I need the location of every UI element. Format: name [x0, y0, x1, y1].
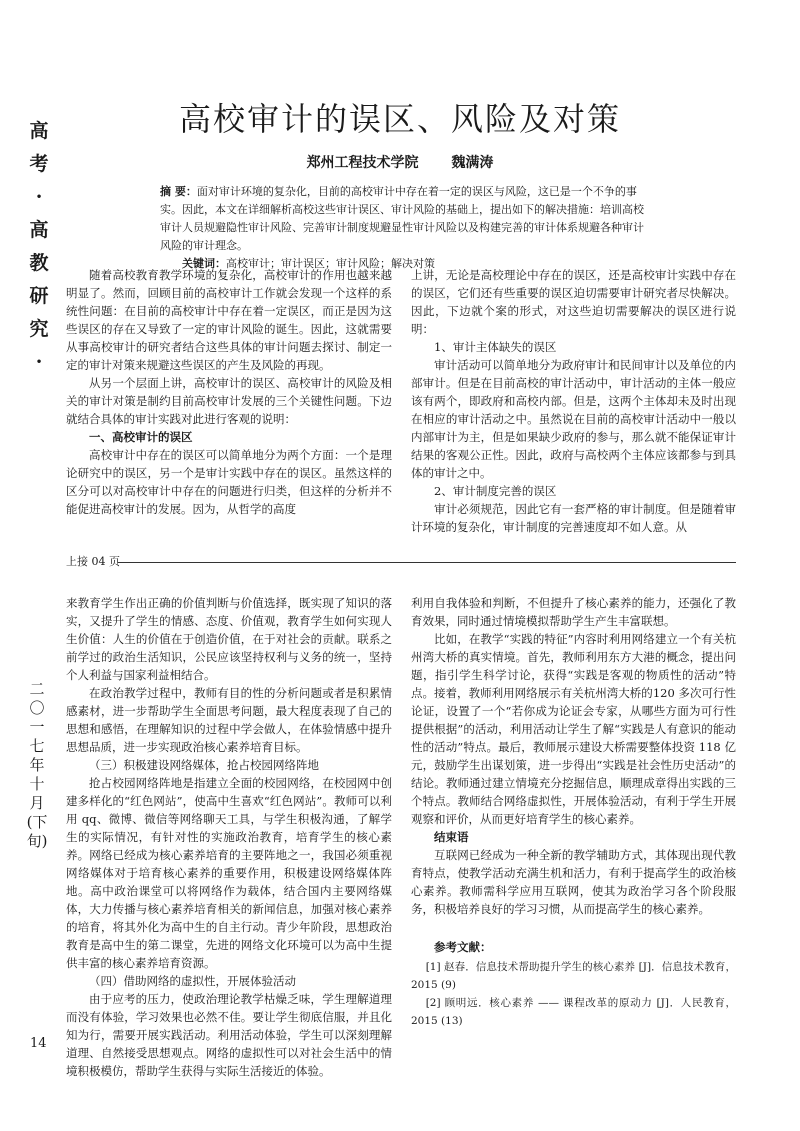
- paragraph: 高校审计中存在的误区可以简单地分为两个方面：一个是理论研究中的误区，另一个是审计实践中存在的误区。虽然这样的区分可以对高校审计中存在的问题进行归类，但这样的分析并不能促进高校审计的发展。因为，从哲学的高度: [66, 448, 392, 516]
- sidebar-char: 旬): [26, 832, 48, 850]
- paragraph: 互联网已经成为一种全新的教学辅助方式，其体现出现代教育特点，使教学活动充满生机和活力，有利于提高学生的政治核心素养。教师需科学应用互联网，使其为政治学习各个阶段服务，积极培养良好的学习习惯，从而提高学生的核心素养。: [411, 848, 736, 916]
- sidebar-char: 二: [29, 680, 45, 698]
- paragraph: 从另一个层面上讲，高校审计的误区、高校审计的风险及相关的审计对策是制约目前高校审计发展的三个关键性问题。下边就结合具体的审计实践对此进行客观的说明：: [66, 376, 392, 426]
- paragraph: 随着高校教育教学环境的复杂化，高校审计的作用也越来越明显了。然而，回顾目前的高校审计工作就会发现一个这样的系统性问题：在目前的高校审计中存在着一定误区，而正是因为这些误区的存在又导致了一定的审计风险的诞生。因此，这就需要从事高校审计的研究者结合这些具体的审计问题去探讨、制定一定的审计对策来规避这些误区的产生及风险的再现。: [66, 268, 392, 372]
- article-title: 高校审计的误区、风险及对策: [178, 100, 621, 138]
- abstract-label: 摘 要：: [160, 185, 197, 198]
- paragraph: 上讲，无论是高校理论中存在的误区，还是高校审计实践中存在的误区，它们还有些重要的误区迫切需要审计研究者尽快解决。因此，下边就个案的形式，对这些迫切需要解决的误区进行说明：: [411, 268, 736, 336]
- upper-right-column: [411, 266, 736, 536]
- sidebar-issue-date: [22, 680, 52, 851]
- sidebar-char: 〇: [29, 699, 45, 717]
- keywords-label: 关键词：: [182, 257, 226, 270]
- subsection-heading: （四）借助网络的虚拟性，开展体验活动: [89, 974, 296, 988]
- sidebar-char: ·: [35, 186, 43, 208]
- subsection-heading: （三）积极建设网络媒体，抢占校园网络阵地: [89, 758, 319, 772]
- lower-left-column: [66, 594, 392, 1080]
- abstract-text: 面对审计环境的复杂化，目前的高校审计中存在着一定的误区与风险，这已是一个不争的事实。因此，本文在详细解析高校这些审计误区、审计风险的基础上，提出如下的解决措施：培训高校审计人员规避隐性审计风险、完善审计制度规避显性审计风险以及构建完善的审计体系规避各种审计风险的审计理念。: [160, 185, 644, 252]
- sidebar-char: 月: [29, 794, 45, 812]
- upper-left-column: [66, 266, 392, 518]
- reference-item: [2] 顾明远．核心素养 —— 课程改革的原动力 [J]．人民教育，2015 (13): [411, 997, 736, 1027]
- paragraph: 在政治教学过程中，教师有目的性的分析问题或者是积累情感素材，进一步帮助学生全面思考问题，最大程度表现了自己的思想和感悟，在理解知识的过程中学会做人，在体验情感中提升思想品质，进一步实现政治核心素养培育目标。: [66, 686, 392, 754]
- paragraph: 审计活动可以简单地分为政府审计和民间审计以及单位的内部审计。但是在目前高校的审计活动中，审计活动的主体一般应该有两个，即政府和高校内部。但是，这两个主体却未及时出现在相应的审计活动之中。虽然说在目前的高校审计活动中一般以内部审计为主，但是如果缺少政府的参与，那么就不能保证审计结果的客观公正性。因此，政府与高校两个主体应该都参与到具体的审计之中。: [411, 358, 736, 480]
- lower-right-column: [411, 594, 736, 1030]
- author-line: [0, 152, 800, 172]
- sidebar-char: 一: [29, 718, 45, 736]
- sidebar-char: 考: [29, 153, 49, 175]
- keywords-text: 高校审计；审计误区；审计风险；解决对策: [226, 257, 435, 270]
- sidebar-char: 高: [29, 219, 49, 241]
- paragraph: 利用自我体验和判断，不但提升了核心素养的能力，还强化了教育效果，同时通过情境模拟帮助学生产生丰富联想。: [411, 596, 736, 628]
- abstract-body: [160, 183, 645, 255]
- subsection-heading: 2、审计制度完善的误区: [434, 484, 557, 498]
- paragraph: 抢占校园网络阵地是指建立全面的校园网络，在校园网中创建多样化的“红色网站”，使高中生喜欢“红色网站”。教师可以利用 qq、微博、微信等网络聊天工具，与学生积极沟通，了解学生的实际情况，有针对性的实施政治教育，培育学生的核心素养。网络已经成为核心素养培育的主要阵地之一，我国必须重视网络媒体对于培育核心素养的重要作用，积极建设网络媒体阵地。高中政治课堂可以将网络作为载体，结合国内主要网络媒体，大力传播与核心素养培育相关的新闻信息，加强对核心素养的培育，将其外化为高中生的自主行动。青少年阶段，思想政治教育是高中生的第二课堂，先进的网络文化环境可以为高中生提供丰富的核心素养培育资源。: [66, 776, 392, 970]
- sidebar-char: 高: [29, 120, 49, 142]
- author-institution: 郑州工程技术学院: [306, 155, 419, 171]
- sidebar-char: 十: [29, 775, 45, 793]
- sidebar-char: 教: [29, 252, 49, 274]
- paragraph: 由于应考的压力，使政治理论教学枯燥乏味，学生理解道理而没有体验，学习效果也必然不佳。要让学生彻底信服，并且化知为行，需要开展实践活动。利用活动体验，学生可以深刻理解道理、自然接受思想观点。网络的虚拟性可以对社会生活中的情境积极模仿，帮助学生获得与实际生活接近的体验。: [66, 992, 392, 1078]
- reference-item: [1] 赵春．信息技术帮助提升学生的核心素养 [J]．信息技术教育，2015 (9): [411, 961, 736, 991]
- sidebar-char: 研: [29, 285, 49, 307]
- sidebar-char: 年: [29, 756, 45, 774]
- section-heading: 结束语: [434, 830, 469, 844]
- paragraph: 审计必须规范，因此它有一套严格的审计制度。但是随着审计环境的复杂化，审计制度的完善速度却不如人意。从: [411, 502, 736, 534]
- references: [411, 938, 736, 1030]
- sidebar-char: (下: [26, 813, 48, 831]
- sidebar-char: ·: [35, 351, 43, 373]
- paragraph: 比如，在教学“实践的特征”内容时利用网络建立一个有关杭州湾大桥的真实情境。首先，教师利用东方大港的概念，提出问题，指引学生科学讨论，获得“实践是客观的物质性的活动”特点。接着，教师利用网络展示有关杭州湾大桥的120 多次可行性论证，设置了一个“若你成为论证会专家，从哪些方面为可行性提供根据”的活动，利用活动让学生了解“实践是人有意识的能动性的活动”特点。最后，教师展示建设大桥需要整体投资 118 亿元，鼓励学生出谋划策，进一步得出“实践是社会性历史活动”的结论。教师通过建立情境充分挖掘信息，顺理成章得出实践的三个特点。教师结合网络虚拟性，开展体验活动，有利于学生开展观察和评价，从而更好培育学生的核心素养。: [411, 632, 736, 826]
- section-heading: 一、高校审计的误区: [89, 430, 193, 444]
- sidebar-char: 究: [29, 318, 49, 340]
- divider-line: [118, 562, 736, 563]
- paragraph: 来教育学生作出正确的价值判断与价值选择，既实现了知识的落实，又提升了学生的情感、态度、价值观，教育学生如何实现人生价值：人生的价值在于创造价值，在于对社会的贡献。联系之前学过的政治生活知识，公民应该坚持权利与义务的统一，坚持个人利益与国家利益相结合。: [66, 596, 392, 682]
- subsection-heading: 1、审计主体缺失的误区: [434, 340, 557, 354]
- continued-from-label: 上接 04 页: [66, 555, 120, 568]
- page-number: 14: [30, 1036, 47, 1051]
- abstract: [160, 183, 645, 273]
- author-name: 魏满涛: [451, 155, 494, 171]
- references-title: 参考文献：: [434, 940, 492, 954]
- sidebar-char: 七: [29, 737, 45, 755]
